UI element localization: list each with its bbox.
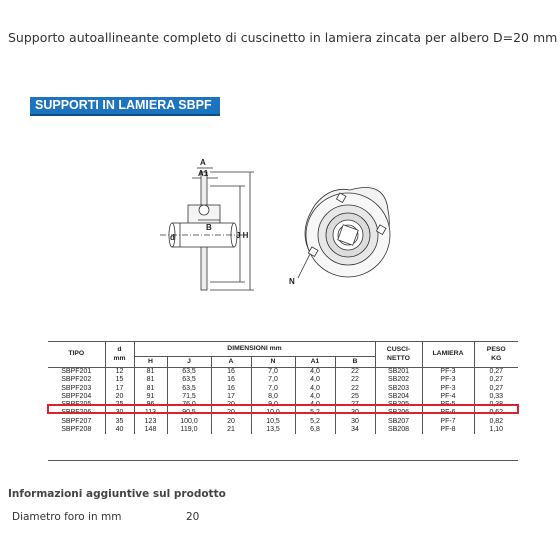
section-banner [30, 97, 220, 116]
label-a: A [200, 158, 206, 167]
table-cell: 7,0 [251, 376, 295, 384]
header-lamiera: LAMIERA [422, 342, 474, 368]
table-cell: 30 [335, 409, 375, 417]
table-cell: SB206 [375, 409, 422, 417]
header-b: B [335, 357, 375, 368]
table-cell: SBPF208 [61, 426, 92, 434]
table-cell: 17 [211, 393, 251, 401]
table-cell: 16 [211, 368, 251, 377]
table-cell: 7,0 [251, 368, 295, 377]
header-dimensioni: DIMENSIONI mm [134, 342, 375, 357]
label-jh: J H [236, 231, 249, 240]
table-cell: 0,33 [474, 393, 518, 401]
table-cell: 20 [105, 393, 134, 401]
table-cell: 27 [335, 401, 375, 409]
table-row [48, 409, 518, 417]
table-cell: 40 [105, 426, 134, 434]
header-d [105, 342, 134, 368]
table-cell: 7,0 [251, 385, 295, 393]
table-cell: SB202 [375, 376, 422, 384]
table-cell: 63,5 [167, 376, 211, 384]
table-cell: PF-5 [422, 401, 474, 409]
table-cell: 20 [211, 418, 251, 426]
table-row [48, 368, 518, 377]
label-d: d [170, 233, 175, 242]
table-cell: 0,27 [474, 376, 518, 384]
table-cell: 91 [134, 393, 167, 401]
table-cell: 123 [134, 418, 167, 426]
header-a: A [211, 357, 251, 368]
info-label: Diametro foro in mm [12, 511, 122, 523]
table-cell: 4,0 [295, 393, 335, 401]
table-row [48, 393, 518, 401]
table-cell: 63,5 [167, 368, 211, 377]
spec-table-body [48, 368, 518, 435]
table-cell: SB207 [375, 418, 422, 426]
table-cell: 22 [335, 368, 375, 377]
table-cell: PF-4 [422, 393, 474, 401]
table-cell: 34 [335, 426, 375, 434]
label-a1: A1 [198, 169, 209, 178]
label-b: B [206, 223, 212, 232]
table-cell: 16 [211, 385, 251, 393]
table-cell: 76,0 [167, 401, 211, 409]
table-cell: SB203 [375, 385, 422, 393]
table-row [48, 376, 518, 384]
table-cell: 0,82 [474, 418, 518, 426]
table-cell: 0,62 [474, 409, 518, 417]
table-cell: 90,5 [167, 409, 211, 417]
table-row [48, 385, 518, 393]
table-cell: 148 [134, 426, 167, 434]
table-cell: 25 [105, 401, 134, 409]
header-j: J [167, 357, 211, 368]
table-cell: SB208 [375, 426, 422, 434]
table-cell: SBPF206 [61, 409, 92, 417]
header-d-label: d [117, 346, 122, 354]
table-cell: SBPF205 [61, 401, 92, 409]
technical-drawing [150, 150, 410, 300]
table-cell: 30 [105, 409, 134, 417]
table-cell: 0,27 [474, 385, 518, 393]
info-row-diametro [12, 511, 200, 523]
header-tipo: TIPO [48, 342, 105, 368]
table-cell: 5,2 [295, 418, 335, 426]
header-d-unit: mm [113, 354, 126, 362]
table-cell: 113 [134, 409, 167, 417]
table-cell: 0,27 [474, 368, 518, 377]
table-cell: SBPF202 [61, 376, 92, 384]
table-cell: 22 [335, 385, 375, 393]
spec-table [48, 342, 518, 434]
table-cell: 13,5 [251, 426, 295, 434]
table-cell: 25 [335, 393, 375, 401]
label-n: N [289, 277, 295, 286]
header-peso-label: PESO [486, 346, 506, 354]
table-cell: 5,2 [295, 409, 335, 417]
banner-label: SUPPORTI IN LAMIERA SBPF [35, 98, 212, 112]
table-cell: 71,5 [167, 393, 211, 401]
table-cell: 10,0 [251, 409, 295, 417]
table-cell: 15 [105, 376, 134, 384]
product-description: Supporto autoallineante completo di cuscinetto in lamiera zincata per albero D=20 mm [8, 30, 558, 45]
table-row [48, 426, 518, 434]
table-cell: 20 [211, 401, 251, 409]
table-cell: SBPF201 [61, 368, 92, 375]
header-h: H [134, 357, 167, 368]
table-cell: 16 [211, 376, 251, 384]
header-peso [474, 342, 518, 368]
table-cell: 63,5 [167, 385, 211, 393]
table-cell: SBPF203 [61, 384, 92, 392]
table-cell: PF-6 [422, 409, 474, 417]
table-cell: 35 [105, 418, 134, 426]
table-cell: 17 [105, 385, 134, 393]
table-cell: SB205 [375, 401, 422, 409]
table-cell: 100,0 [167, 418, 211, 426]
table-cell: 4,0 [295, 368, 335, 377]
table-cell: 6,8 [295, 426, 335, 434]
table-cell: PF-8 [422, 426, 474, 434]
table-cell: SB201 [375, 368, 422, 377]
header-cuscinetto-1: CUSCI- [386, 346, 411, 354]
table-cell: 10,5 [251, 418, 295, 426]
table-cell: 9,0 [251, 401, 295, 409]
table-cell: 12 [105, 368, 134, 377]
table-cell: 119,0 [167, 426, 211, 434]
table-cell: PF-3 [422, 385, 474, 393]
table-cell: 4,0 [295, 401, 335, 409]
table-cell: PF-3 [422, 368, 474, 377]
table-cell: SBPF207 [61, 417, 92, 425]
header-peso-unit: KG [491, 354, 502, 362]
header-cuscinetto [375, 342, 422, 368]
table-bottom-rule [48, 460, 518, 461]
table-cell: 96 [134, 401, 167, 409]
table-cell: 30 [335, 418, 375, 426]
table-cell: PF-3 [422, 376, 474, 384]
table-cell: 21 [211, 426, 251, 434]
table-cell: 4,0 [295, 385, 335, 393]
table-cell: 1,10 [474, 426, 518, 434]
info-value: 20 [186, 511, 200, 523]
table-cell: 81 [134, 376, 167, 384]
table-row [48, 401, 518, 409]
additional-info-title: Informazioni aggiuntive sul prodotto [8, 488, 226, 500]
front-view [298, 188, 390, 279]
table-cell: SB204 [375, 393, 422, 401]
table-cell: 0,38 [474, 401, 518, 409]
table-cell: PF-7 [422, 418, 474, 426]
header-a1: A1 [295, 357, 335, 368]
table-cell: 22 [335, 376, 375, 384]
table-cell: 81 [134, 385, 167, 393]
table-cell: 8,0 [251, 393, 295, 401]
table-cell: 4,0 [295, 376, 335, 384]
header-cuscinetto-2: NETTO [387, 354, 410, 362]
table-cell: 81 [134, 368, 167, 377]
table-cell: SBPF204 [61, 392, 92, 400]
table-row [48, 418, 518, 426]
header-n: N [251, 357, 295, 368]
table-cell: 20 [211, 409, 251, 417]
